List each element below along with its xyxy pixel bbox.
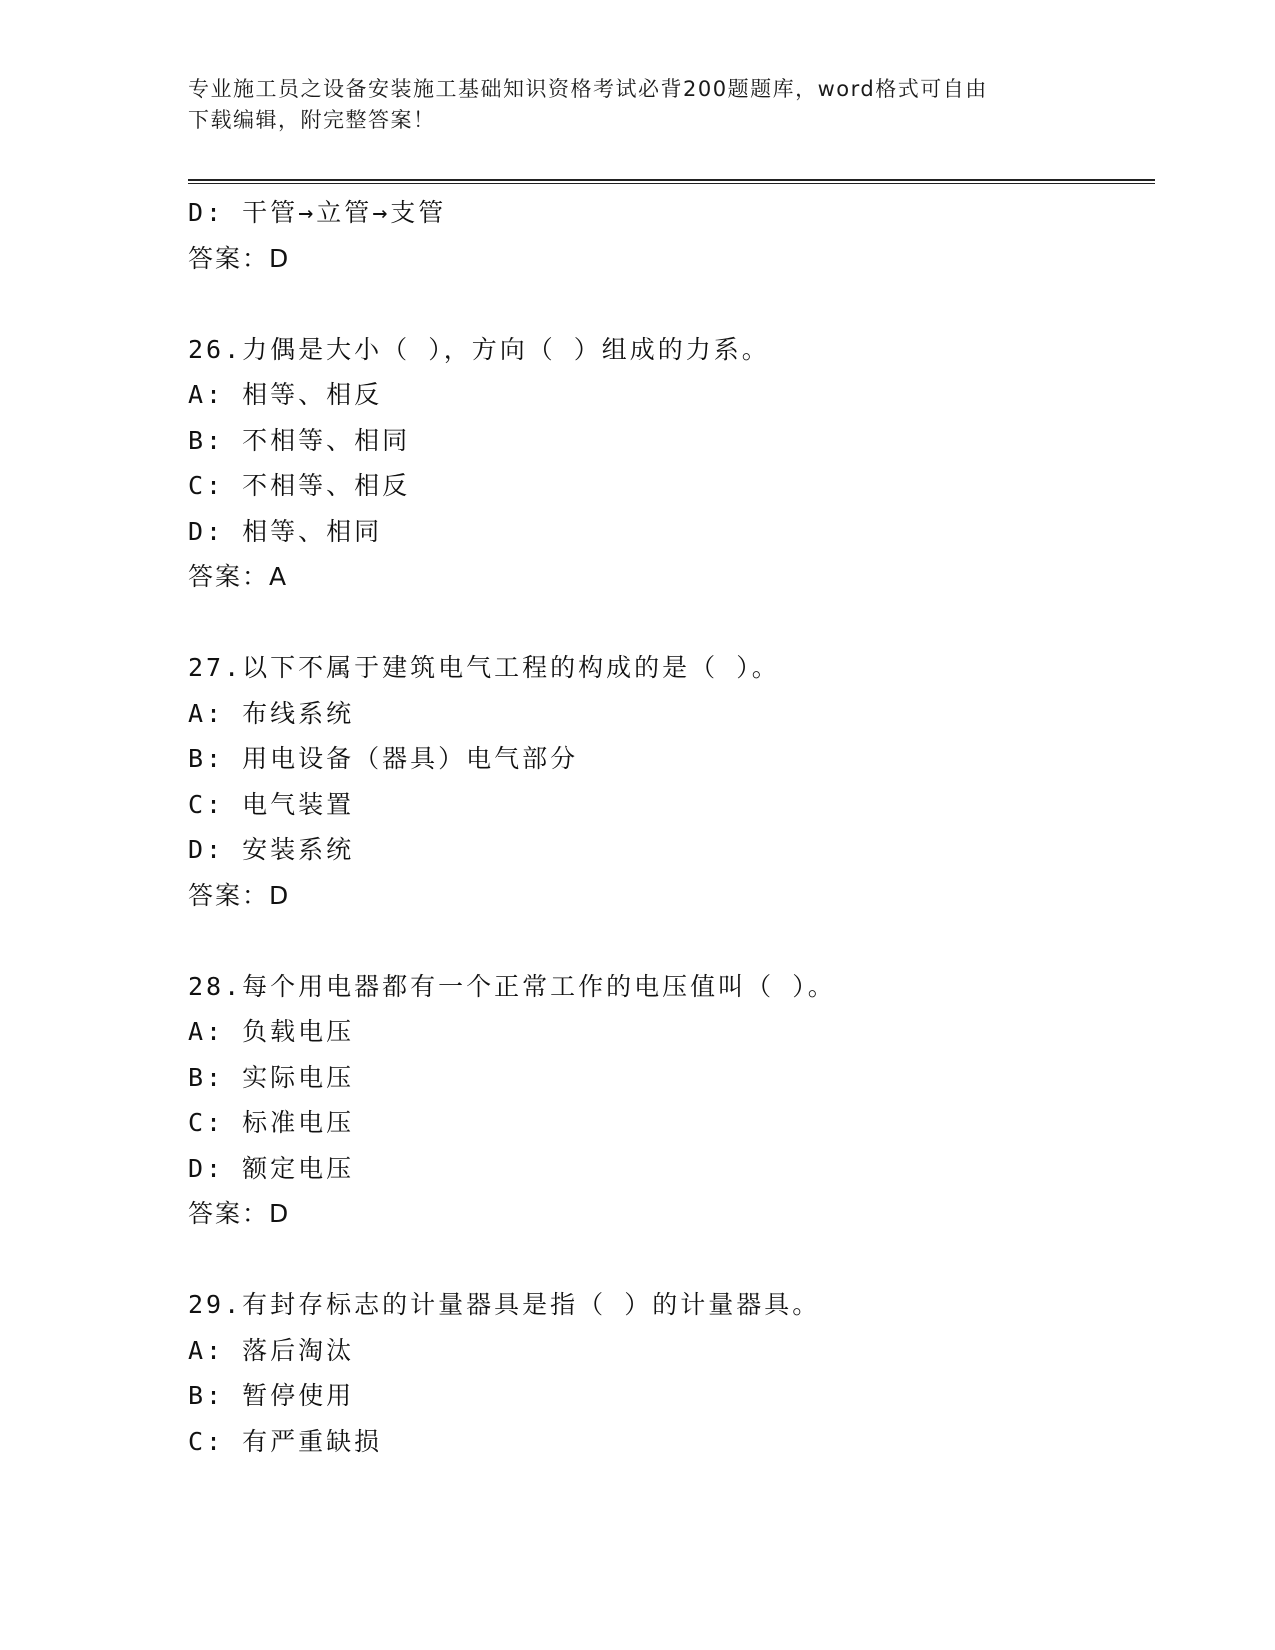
- option-a: A: 落后淘汰: [188, 1335, 355, 1365]
- option-c: C: 标准电压: [188, 1108, 355, 1137]
- header-title-line-2: 下载编辑，附完整答案！: [188, 108, 436, 132]
- question-27: [188, 645, 1148, 918]
- question-stem: 29.有封存标志的计量器具是指（ ）的计量器具。: [188, 1290, 821, 1319]
- question-stem: 26.力偶是大小（ ），方向（ ）组成的力系。: [188, 334, 770, 364]
- option-a: A: 相等、相反: [188, 380, 383, 409]
- answer-line: 答案：D: [188, 1199, 291, 1228]
- option-c: C: 有严重缺损: [188, 1426, 383, 1456]
- option-b: B: 实际电压: [188, 1062, 355, 1092]
- spacer: [188, 281, 1148, 327]
- option-d: D: 干管→立管→支管: [188, 198, 447, 227]
- question-stem: 28.每个用电器都有一个正常工作的电压值叫（ ）。: [188, 971, 836, 1001]
- option-d: D: 安装系统: [188, 835, 355, 864]
- option-b: B: 暂停使用: [188, 1381, 355, 1410]
- question-29: [188, 1282, 1148, 1464]
- answer-line: 答案：D: [188, 880, 291, 910]
- option-a: A: 布线系统: [188, 698, 355, 728]
- option-c: C: 电气装置: [188, 789, 355, 819]
- question-stem: 27.以下不属于建筑电气工程的构成的是（ ）。: [188, 653, 780, 682]
- spacer: [188, 918, 1148, 964]
- spacer: [188, 1237, 1148, 1283]
- answer-line: 答案：A: [188, 562, 289, 591]
- header-title-line-1: 专业施工员之设备安装施工基础知识资格考试必背200题题库，word格式可自由: [188, 77, 988, 101]
- question-28: [188, 964, 1148, 1237]
- question-26: [188, 327, 1148, 600]
- question-list: [188, 190, 1148, 1464]
- answer-line: 答案：D: [188, 243, 291, 273]
- option-c: C: 不相等、相反: [188, 471, 411, 500]
- page-header: [188, 74, 1088, 136]
- header-divider: [188, 179, 1155, 184]
- option-a: A: 负载电压: [188, 1017, 355, 1046]
- spacer: [188, 600, 1148, 646]
- option-d: D: 相等、相同: [188, 516, 383, 546]
- option-b: B: 不相等、相同: [188, 425, 411, 455]
- option-d: D: 额定电压: [188, 1153, 355, 1183]
- option-b: B: 用电设备（器具）电气部分: [188, 744, 579, 773]
